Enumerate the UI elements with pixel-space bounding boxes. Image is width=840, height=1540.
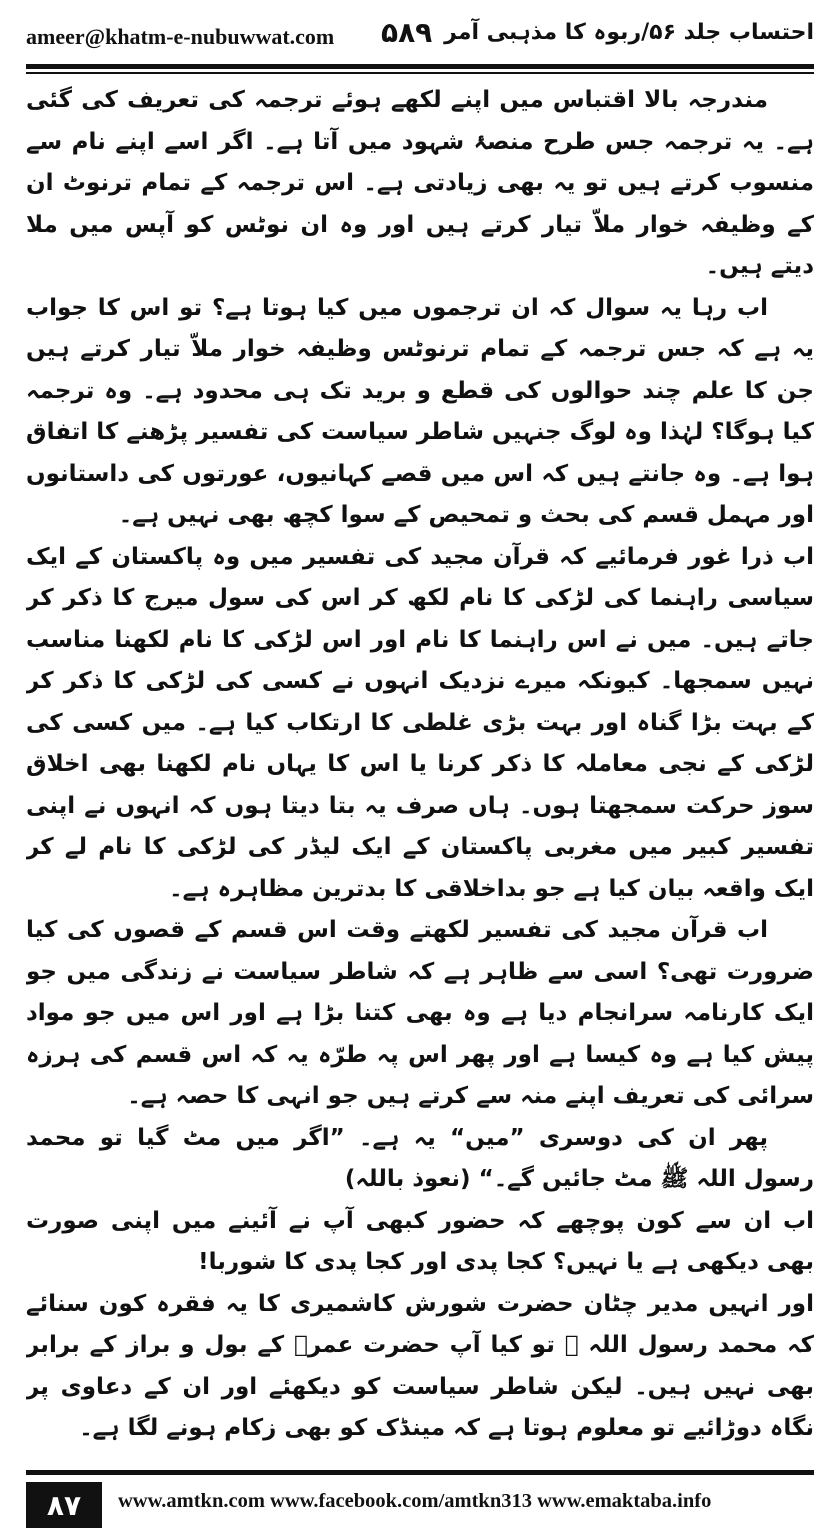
body-text — [26, 80, 814, 1454]
paragraph-8 — [26, 1450, 814, 1455]
paragraph-3: اب ذرا غور فرمائیے کہ قرآن مجید کی تفسیر میں وہ پاکستان کے ایک سیاسی راہنما کی لڑکی کا نام لکھ کر اس کی سول میرج کا ذکر کر جاتے ہیں۔ میں نے اس راہنما کا نام اور اس لڑکی کا نام لکھنا مناسب نہیں سمجھا۔ کیونکہ میرے نزدیک انہوں نے کسی کی لڑکی کا ذکر کر کے بہت بڑا گناہ اور بہت بڑی غلطی کا ارتکاب کیا ہے۔ میں کسی کی لڑکی کے نجی معاملہ کا ذکر کرنا یا اس کا یہاں نام لکھنا بھی اخلاق سوز حرکت سمجھتا ہوں۔ ہاں صرف یہ بتا دیتا ہوں کہ انہوں نے اپنی تفسیر کبیر میں مغربی پاکستان کے ایک لیڈر کی لڑکی کا نام لے کر ایک واقعہ بیان کیا ہے جو بداخلاقی کا بدترین مظاہرہ ہے۔ — [26, 543, 814, 902]
header-rule-thick — [26, 64, 814, 69]
header-email[interactable]: ameer@khatm-e-nubuwwat.com — [26, 24, 335, 49]
footer-page-box: ۸۷ — [26, 1482, 102, 1528]
paragraph-5: پھر ان کی دوسری ”میں“ یہ ہے۔ ”اگر میں مٹ گیا تو محمد رسول اللہ ﷺ مٹ جائیں گے۔“ (نعوذ باللہ) — [26, 1124, 814, 1192]
header-running-title: احتساب جلد ۵۶/ربوہ کا مذہبی آمر — [444, 20, 814, 45]
footer-links[interactable]: www.amtkn.com www.facebook.com/amtkn313 www.emaktaba.info — [118, 1490, 712, 1512]
header-rule-thin — [26, 72, 814, 74]
paragraph-1: مندرجہ بالا اقتباس میں اپنے لکھے ہوئے ترجمہ کی تعریف کی گئی ہے۔ یہ ترجمہ جس طرح منصۂ شہود میں آتا ہے۔ اگر اسے اپنے نام سے منسوب کرتے ہیں تو یہ بھی زیادتی ہے۔ اس ترجمہ کے تمام ترنوٹ ان کے وظیفہ خوار ملاّ تیار کرتے ہیں اور وہ ان نوٹس کو آپس میں ملا دیتے ہیں۔ — [26, 87, 814, 279]
paragraph-7: اور انہیں مدیر چٹان حضرت شورش کاشمیری کا یہ فقرہ کون سنائے کہ محمد رسول اللہ ﷺ تو کیا آپ حضرت عمرؓ کے بول و براز کے برابر بھی نہیں ہیں۔ لیکن شاطر سیاست کو دیکھئے اور ان کے دعاوی پر نگاہ دوڑائیے تو معلوم ہوتا ہے کہ مینڈک کو بھی زکام ہونے لگا ہے۔ — [26, 1290, 814, 1441]
page-header — [26, 14, 814, 64]
footer-rule — [26, 1470, 814, 1475]
paragraph-2: اب رہا یہ سوال کہ ان ترجموں میں کیا ہوتا ہے؟ تو اس کا جواب یہ ہے کہ جس ترجمہ کے تمام ترنوٹس وظیفہ خوار ملاّ تیار کرتے ہیں جن کا علم چند حوالوں کی قطع و برید تک ہی محدود ہے۔ وہ ترجمہ کیا ہوگا؟ لہٰذا وہ لوگ جنہیں شاطر سیاست کی تفسیر پڑھنے کا اتفاق ہوا ہے۔ وہ جانتے ہیں کہ اس میں قصے کہانیوں، عورتوں کی داستانوں اور مہمل قسم کی بحث و تمحیص کے سوا کچھ بھی نہیں ہے۔ — [26, 294, 814, 528]
header-page-number: ۵۸۹ — [381, 16, 433, 49]
paragraph-4: اب قرآن مجید کی تفسیر لکھتے وقت اس قسم کے قصوں کی کیا ضرورت تھی؟ اسی سے ظاہر ہے کہ شاطر سیاست نے زندگی میں جو ایک کارنامہ سرانجام دیا ہے وہ بھی کتنا بڑا ہے اور اس میں جو مواد پیش کیا ہے وہ کیسا ہے اور پھر اس پہ طرّہ یہ کہ اس قسم کی ہرزہ سرائی کی تعریف اپنے منہ سے کرتے ہیں جو انہی کا حصہ ہے۔ — [26, 917, 814, 1109]
paragraph-6: اب ان سے کون پوچھے کہ حضور کبھی آپ نے آئینے میں اپنی صورت بھی دیکھی ہے یا نہیں؟ کجا پدی اور کجا پدی کا شوربا! — [26, 1207, 814, 1275]
